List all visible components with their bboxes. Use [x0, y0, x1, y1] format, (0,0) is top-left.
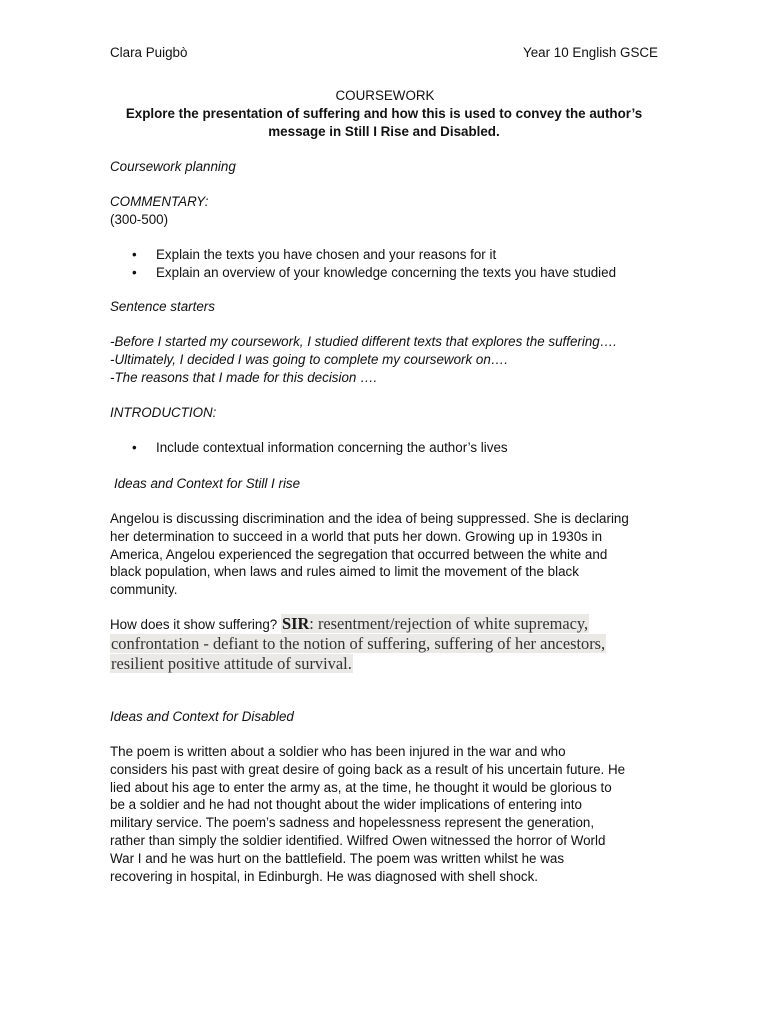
paragraph-line: considers his past with great desire of going back as a result of his uncertain future. He: [110, 761, 626, 777]
still-i-rise-paragraph: [110, 510, 670, 599]
bullet-icon: •: [132, 440, 137, 455]
author-name: Clara Puigbò: [110, 45, 188, 60]
paragraph-line: community.: [110, 582, 178, 598]
commentary-range: (300-500): [110, 212, 169, 227]
paragraph-line: be a soldier and he had not thought about the wider implications of entering into: [110, 797, 582, 813]
commentary-heading: COMMENTARY:: [110, 194, 209, 209]
question-title-line: message in Still I Rise and Disabled.: [268, 123, 500, 139]
bullet-icon: •: [132, 247, 137, 262]
paragraph-line: War I and he was hurt on the battlefield. The poem was written whilst he was: [110, 850, 565, 866]
bullet-icon: •: [132, 264, 137, 280]
list-item-text: Explain an overview of your knowledge concerning the texts you have studied: [156, 264, 617, 280]
answer-text: : resentment/rejection of white supremacy,: [309, 614, 589, 633]
list-item: [110, 439, 660, 457]
disabled-heading: Ideas and Context for Disabled: [110, 709, 294, 724]
question-title: [100, 105, 668, 141]
starter-line: -Ultimately, I decided I was going to complete my coursework on….: [110, 351, 508, 367]
answer-text: resilient positive attitude of survival.: [111, 653, 352, 673]
coursework-label: COURSEWORK: [335, 88, 435, 103]
paragraph-line: rather than simply the soldier identified. Wilfred Owen witnessed the horror of World: [110, 832, 606, 848]
list-item: [110, 246, 670, 264]
introduction-heading: INTRODUCTION:: [110, 405, 217, 420]
suffering-question: How does it show suffering?: [110, 617, 281, 632]
list-item-text: Include contextual information concerning the author’s lives: [156, 440, 508, 455]
introduction-bullets: [110, 439, 660, 457]
suffering-answer-line: [110, 614, 670, 634]
starter-line: -The reasons that I made for this decision ….: [110, 369, 378, 385]
paragraph-line: military service. The poem’s sadness and hopelessness represent the generation,: [110, 815, 595, 831]
paragraph-line: The poem is written about a soldier who has been injured in the war and who: [110, 744, 566, 759]
disabled-paragraph: [110, 743, 670, 885]
commentary-bullets: [110, 246, 670, 282]
paragraph-line: recovering in hospital, in Edinburgh. He was diagnosed with shell shock.: [110, 868, 538, 884]
starters-list: [110, 333, 670, 386]
suffering-answer: [110, 614, 670, 673]
highlighted-answer: [281, 614, 589, 633]
list-item: [110, 264, 670, 282]
still-i-rise-heading: Ideas and Context for Still I rise: [114, 476, 301, 491]
question-title-line: Explore the presentation of suffering and how this is used to convey the author’s: [125, 106, 643, 121]
starter-line: -Before I started my coursework, I studied different texts that explores the suffering….: [110, 334, 617, 349]
answer-abbrev: SIR: [281, 614, 310, 633]
answer-text: confrontation - defiant to the notion of suffering, suffering of her ancestors,: [111, 633, 606, 653]
starters-heading: Sentence starters: [110, 299, 215, 314]
paragraph-line: her determination to succeed in a world that puts her down. Growing up in 1930s in: [110, 528, 603, 544]
suffering-answer-line: [110, 634, 670, 654]
paragraph-line: Angelou is discussing discrimination and the idea of being suppressed. She is declaring: [110, 511, 629, 526]
list-item-text: Explain the texts you have chosen and your reasons for it: [156, 247, 497, 262]
course-label: Year 10 English GSCE: [523, 45, 658, 60]
paragraph-line: black population, when laws and rules aimed to limit the movement of the black: [110, 564, 579, 580]
paragraph-line: America, Angelou experienced the segregation that occurred between the white and: [110, 546, 608, 562]
planning-heading: Coursework planning: [110, 159, 236, 174]
paragraph-line: lied about his age to enter the army as, at the time, he thought it would be glorious to: [110, 779, 612, 795]
suffering-answer-line: [110, 654, 670, 674]
